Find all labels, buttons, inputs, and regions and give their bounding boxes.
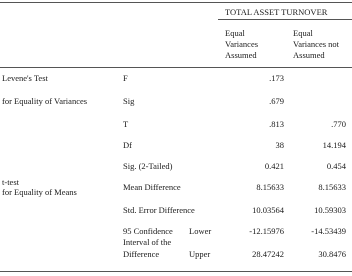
row-ci-lower-label: Lower — [189, 226, 212, 236]
col2-header-line1: Equal — [293, 28, 313, 38]
col1-header-line2: Variances — [225, 39, 259, 49]
col1-header-line1: Equal — [225, 28, 245, 38]
row-md-label: Mean Difference — [123, 182, 181, 192]
row-sig2-value-equal: 0.421 — [264, 161, 284, 171]
row-ci-lower-value-unequal: -14.53439 — [311, 226, 346, 236]
row-ci-upper-value-unequal: 30.8476 — [318, 249, 346, 259]
ttest-subtitle: for Equality of Means — [2, 187, 77, 197]
row-ci-lower-value-equal: -12.15976 — [249, 226, 284, 236]
ttest-title: t-test — [2, 177, 19, 187]
row-md-value-equal: 8.15633 — [256, 182, 284, 192]
col2-header-line3: Assumed — [293, 50, 325, 60]
top-rule — [0, 2, 352, 3]
row-md-value-unequal: 8.15633 — [318, 182, 346, 192]
row-sig-label: Sig — [123, 96, 135, 106]
row-sed-value-equal: 10.03564 — [252, 205, 284, 215]
header-group-rule — [218, 19, 352, 20]
row-df-value-equal: 38 — [275, 140, 284, 150]
row-ci-upper-value-equal: 28.47242 — [252, 249, 284, 259]
row-sed-label: Std. Error Difference — [123, 205, 195, 215]
row-t-value-equal: .813 — [269, 119, 284, 129]
row-t-value-unequal: .770 — [331, 119, 346, 129]
row-ci-label-line1: 95 Confidence — [123, 226, 173, 236]
row-ci-label-line3: Difference — [123, 249, 160, 259]
row-f-label: F — [123, 73, 128, 83]
col2-header-line2: Variances not — [293, 39, 340, 49]
col1-header-line3: Assumed — [225, 50, 257, 60]
row-df-label: Df — [123, 140, 132, 150]
levene-title: Levene's Test — [2, 73, 48, 83]
row-sig2-value-unequal: 0.454 — [326, 161, 346, 171]
levene-subtitle: for Equality of Variances — [2, 96, 88, 106]
row-df-value-unequal: 14.194 — [322, 140, 346, 150]
header-group-label: TOTAL ASSET TURNOVER — [225, 7, 328, 17]
row-f-value-equal: .173 — [269, 73, 284, 83]
row-t-label: T — [123, 119, 129, 129]
row-sig-value-equal: .679 — [269, 96, 284, 106]
bottom-rule — [0, 271, 352, 272]
row-ci-upper-label: Upper — [189, 249, 211, 259]
row-sig2-label: Sig. (2-Tailed) — [123, 161, 173, 171]
header-bottom-rule — [0, 67, 352, 68]
row-sed-value-unequal: 10.59303 — [314, 205, 346, 215]
row-ci-label-line2: Interval of the — [123, 237, 172, 247]
